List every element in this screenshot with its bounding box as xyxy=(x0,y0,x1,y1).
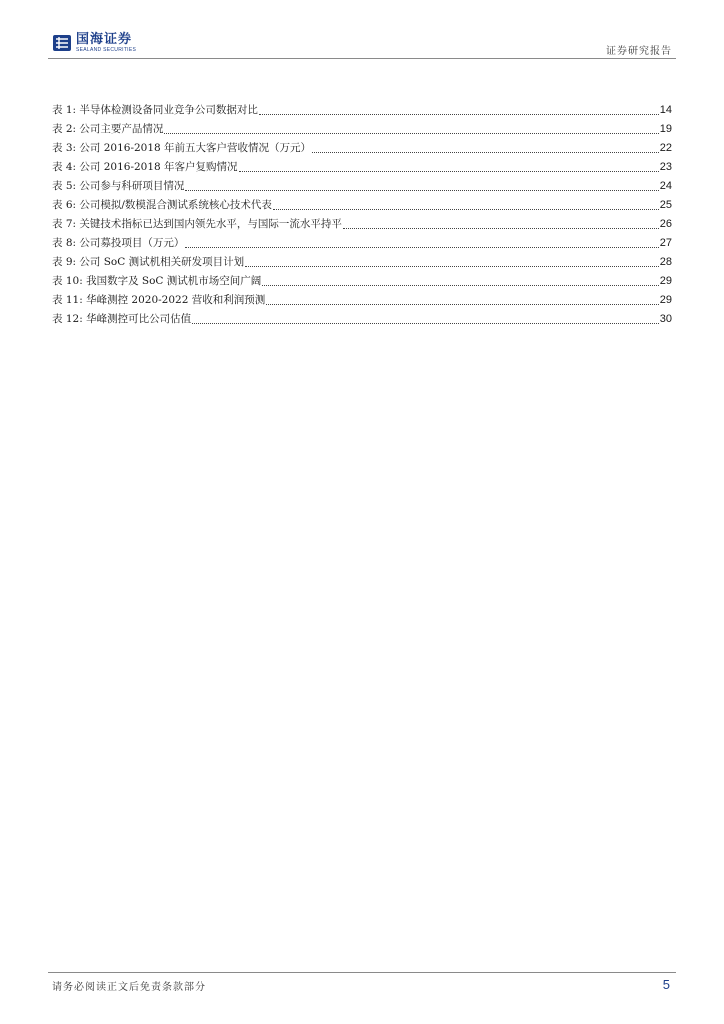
toc-entry[interactable] xyxy=(52,196,672,215)
sealand-logo xyxy=(52,31,136,55)
dot-leader xyxy=(312,151,659,153)
toc-entry[interactable] xyxy=(52,120,672,139)
toc-entry[interactable] xyxy=(52,215,672,234)
toc-entry-label: 表 1: 半导体检测设备同业竞争公司数据对比 xyxy=(52,104,258,116)
dot-leader xyxy=(262,284,658,286)
toc-entry-label: 表 8: 公司募投项目（万元） xyxy=(52,237,185,249)
toc-entry-label: 表 11: 华峰测控 2020-2022 营收和利润预测 xyxy=(52,294,266,306)
toc-entry-label: 表 4: 公司 2016-2018 年客户复购情况 xyxy=(52,161,238,173)
toc-entry-page: 26 xyxy=(659,218,672,230)
toc-entry[interactable] xyxy=(52,310,672,329)
disclaimer-note: 请务必阅读正文后免责条款部分 xyxy=(52,982,206,993)
dot-leader xyxy=(239,170,659,172)
toc-entry[interactable] xyxy=(52,177,672,196)
toc-entry-label: 表 9: 公司 SoC 测试机相关研发项目计划 xyxy=(52,256,245,268)
toc-entry-page: 23 xyxy=(659,161,672,173)
page-number: 5 xyxy=(662,977,670,992)
toc-entry-page: 27 xyxy=(659,237,672,249)
toc-entry-label: 表 10: 我国数字及 SoC 测试机市场空间广阔 xyxy=(52,275,262,287)
toc-entry-page: 29 xyxy=(659,275,672,287)
toc-entry-label: 表 3: 公司 2016-2018 年前五大客户营收情况（万元） xyxy=(52,142,312,154)
toc-entry-label: 表 6: 公司模拟/数模混合测试系统核心技术代表 xyxy=(52,199,272,211)
toc-entry[interactable] xyxy=(52,158,672,177)
page-header xyxy=(48,28,676,59)
dot-leader xyxy=(259,113,659,115)
table-of-tables xyxy=(52,101,672,329)
toc-entry-page: 14 xyxy=(659,104,672,116)
dot-leader xyxy=(266,303,659,305)
dot-leader xyxy=(273,208,659,210)
toc-entry-label: 表 7: 关键技术指标已达到国内领先水平，与国际一流水平持平 xyxy=(52,218,342,230)
sealand-logo-icon xyxy=(52,33,72,53)
logo-chinese-name: 国海证券 xyxy=(76,32,133,47)
report-type-label: 证券研究报告 xyxy=(606,46,672,57)
logo-english-name: SEALAND SECURITIES xyxy=(76,47,137,53)
dot-leader xyxy=(185,189,658,191)
toc-entry-page: 24 xyxy=(659,180,672,192)
toc-entry-page: 19 xyxy=(659,123,672,135)
toc-entry[interactable] xyxy=(52,234,672,253)
dot-leader xyxy=(245,265,659,267)
toc-entry[interactable] xyxy=(52,139,672,158)
toc-entry[interactable] xyxy=(52,291,672,310)
dot-leader xyxy=(164,132,658,134)
page-footer xyxy=(48,972,676,993)
toc-entry-page: 28 xyxy=(659,256,672,268)
toc-entry-page: 22 xyxy=(659,142,672,154)
toc-entry-label: 表 2: 公司主要产品情况 xyxy=(52,123,164,135)
dot-leader xyxy=(192,322,659,324)
toc-entry-page: 25 xyxy=(659,199,672,211)
toc-entry[interactable] xyxy=(52,253,672,272)
toc-entry[interactable] xyxy=(52,101,672,120)
toc-entry-label: 表 5: 公司参与科研项目情况 xyxy=(52,180,185,192)
toc-entry[interactable] xyxy=(52,272,672,291)
toc-entry-label: 表 12: 华峰测控可比公司估值 xyxy=(52,313,192,325)
toc-entry-page: 29 xyxy=(659,294,672,306)
dot-leader xyxy=(343,227,659,229)
toc-entry-page: 30 xyxy=(659,313,672,325)
dot-leader xyxy=(185,246,658,248)
